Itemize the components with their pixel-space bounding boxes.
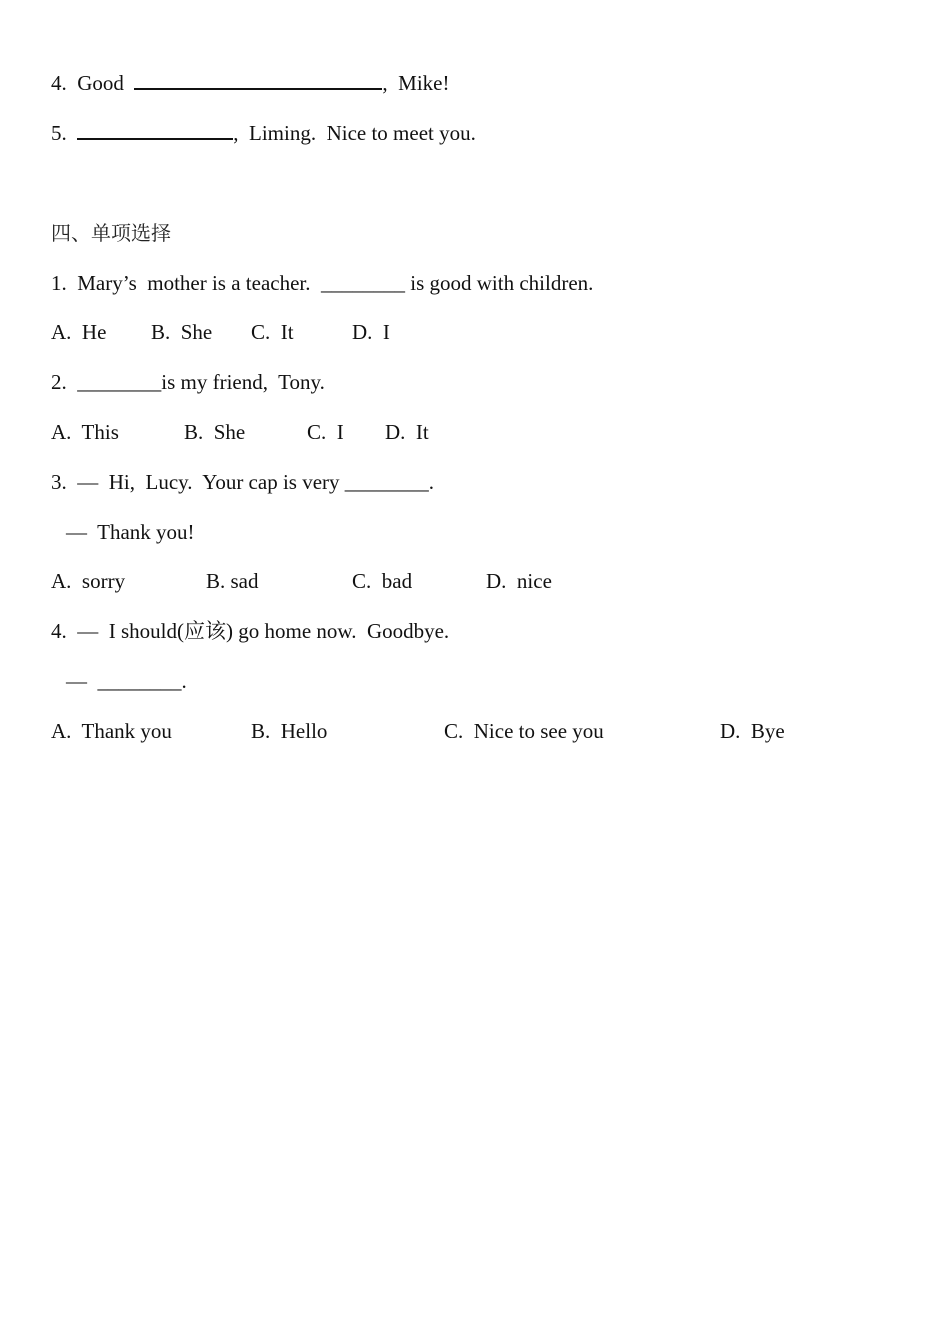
item-number: 4. [51,71,67,95]
option-d[interactable]: D. It [385,420,429,444]
fill-in-item-5 [51,120,476,146]
option-c[interactable]: C. It [251,320,294,344]
option-d[interactable]: D. I [352,320,390,344]
question-3: 3. — Hi, Lucy. Your cap is very ________. [51,470,435,494]
option-c[interactable]: C. bad [352,569,413,593]
option-d[interactable]: D. Bye [720,719,785,743]
option-a[interactable]: A. sorry [51,569,126,593]
option-b[interactable]: B. sad [206,569,259,593]
section-title: 四、单项选择 [51,221,171,245]
option-a[interactable]: A. He [51,320,107,344]
question-3-reply: — Thank you! [66,520,195,544]
option-c[interactable]: C. I [307,420,344,444]
option-b[interactable]: B. She [151,320,213,344]
option-a[interactable]: A. This [51,420,119,444]
question-4-reply: — ________. [66,669,187,693]
option-c[interactable]: C. Nice to see you [444,719,604,743]
answer-blank[interactable] [134,70,382,90]
item-number: 5. [51,121,67,145]
question-4: 4. — I should(应该) go home now. Goodbye. [51,619,450,643]
option-b[interactable]: B. She [184,420,246,444]
option-a[interactable]: A. Thank you [51,719,172,743]
fill-in-item-4 [51,70,450,96]
item-text-before: Good [77,71,124,95]
answer-blank[interactable] [77,120,233,140]
item-text-after: , Liming. Nice to meet you. [233,121,476,145]
question-1: 1. Mary’s mother is a teacher. ________ is good with children. [51,271,594,295]
option-d[interactable]: D. nice [486,569,552,593]
option-b[interactable]: B. Hello [251,719,328,743]
question-2: 2. ________is my friend, Tony. [51,370,325,394]
item-text-after: , Mike! [382,71,450,95]
